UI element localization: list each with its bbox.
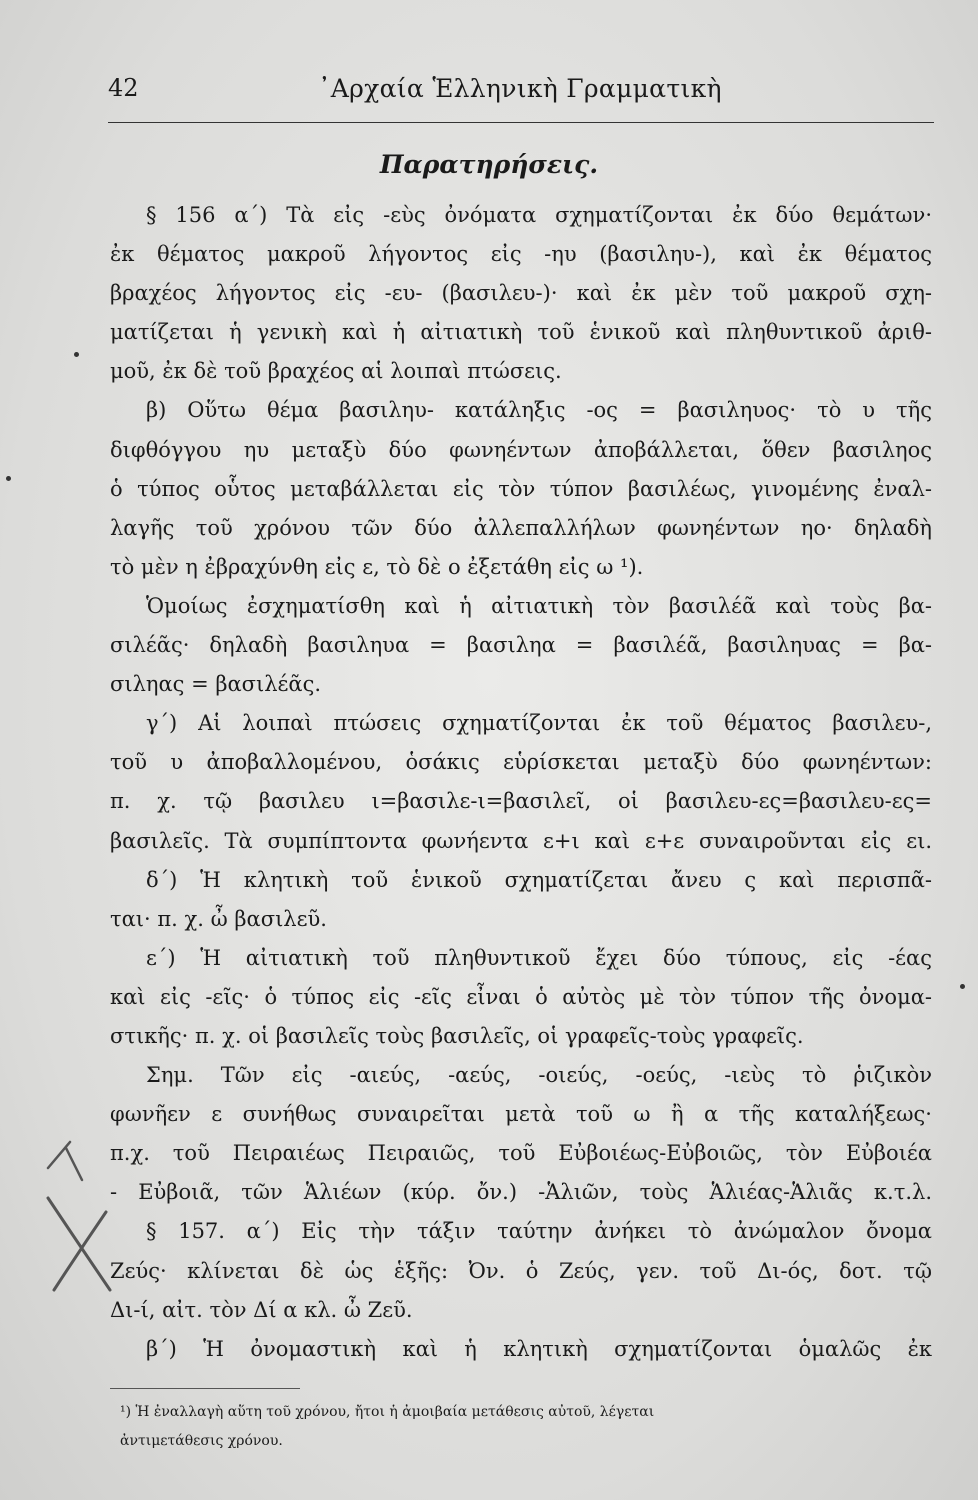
text-line: β΄) Ἡ ὀνομαστικὴ καὶ ἡ κλητικὴ σχηματίζονται ὁμαλῶς ἐκ: [146, 1336, 932, 1361]
text-line: στικῆς· π. χ. οἱ βασιλεῖς τοὺς βασιλεῖς, οἱ γραφεῖς-τοὺς γραφεῖς.: [110, 1023, 804, 1048]
text-line: ται· π. χ. ὦ βασιλεῦ.: [110, 906, 327, 931]
text-line: βραχέος λήγοντος εἰς -ευ- (βασιλευ-)· καὶ ἐκ μὲν τοῦ μακροῦ σχη-: [110, 281, 932, 306]
text-line: τοῦ υ ἀποβαλλομένου, ὁσάκις εὑρίσκεται μεταξὺ δύο φωνηέντων:: [110, 750, 932, 775]
text-line: δ΄) Ἡ κλητικὴ τοῦ ἑνικοῦ σχηματίζεται ἄνευ ς καὶ περισπᾶ-: [146, 867, 932, 892]
text-line: φωνῆεν ε συνήθως συναιρεῖται μετὰ τοῦ ω ἢ α τῆς καταλήξεως·: [110, 1102, 932, 1127]
text-line: π.χ. τοῦ Πειραιέως Πειραιῶς, τοῦ Εὐβοιέως-Εὐβοιῶς, τὸν Εὐβοιέα: [110, 1141, 932, 1166]
text-line: ματίζεται ἡ γενικὴ καὶ ἡ αἰτιατικὴ τοῦ ἑνικοῦ καὶ πληθυντικοῦ ἀριθ-: [110, 320, 932, 345]
text-line: Ὁμοίως ἐσχηματίσθη καὶ ἡ αἰτιατικὴ τὸν βασιλέᾶ καὶ τοὺς βα-: [146, 593, 932, 618]
page-number: 42: [108, 74, 139, 102]
text-line: μοῦ, ἐκ δὲ τοῦ βραχέος αἱ λοιπαὶ πτώσεις.: [110, 359, 562, 384]
footnote-line: ¹) Ἡ ἐναλλαγὴ αὕτη τοῦ χρόνου, ἤτοι ἡ ἀμοιβαία μετάθεσις αὐτοῦ, λέγεται: [120, 1404, 655, 1420]
text-line: π. χ. τῷ βασιλευ ι=βασιλε-ι=βασιλεῖ, οἱ βασιλευ-ες=βασιλευ-ες=: [110, 789, 932, 814]
text-line: Δι-ί, αἰτ. τὸν Δί α κλ. ὦ Ζεῦ.: [110, 1297, 413, 1322]
margin-dot: [6, 476, 11, 481]
text-line: β) Οὕτω θέμα βασιληυ- κατάληξις -ος = βασιληυος· τὸ υ τῆς: [146, 398, 932, 423]
text-line: ὁ τύπος οὗτος μεταβάλλεται εἰς τὸν τύπον βασιλέως, γινομένης ἐναλ-: [110, 476, 932, 501]
text-line: σιληας = βασιλέᾶς.: [110, 672, 322, 697]
margin-dot: [960, 984, 965, 989]
text-line: διφθόγγου ηυ μεταξὺ δύο φωνηέντων ἀποβάλλεται, ὅθεν βασιληος: [110, 437, 932, 462]
text-line: λαγῆς τοῦ χρόνου τῶν δύο ἀλλεπαλλήλων φωνηέντων ηο· δηλαδὴ: [110, 515, 932, 540]
footnote: [120, 1398, 932, 1456]
text-line: ἐκ θέματος μακροῦ λήγοντος εἰς -ηυ (βασιληυ-), καὶ ἐκ θέματος: [110, 242, 932, 267]
running-title: ᾿Αρχαία Ἑλληνικὴ Γραμματικὴ: [318, 74, 722, 103]
text-line: Ζεύς· κλίνεται δὲ ὡς ἑξῆς: Ὀν. ὁ Ζεύς, γεν. τοῦ Δι-ός, δοτ. τῷ: [110, 1258, 932, 1283]
header-rule: [108, 122, 934, 123]
text-line: § 157. α΄) Εἰς τὴν τάξιν ταύτην ἀνήκει τὸ ἀνώμαλον ὄνομα: [146, 1219, 932, 1244]
text-line: σιλέᾶς· δηλαδὴ βασιληυα = βασιληα = βασιλέᾶ, βασιληυας = βα-: [110, 633, 932, 658]
page-header: [108, 70, 934, 110]
text-line: ε΄) Ἡ αἰτιατικὴ τοῦ πληθυντικοῦ ἔχει δύο τύπους, εἰς -έας: [146, 945, 932, 970]
section-heading: Παρατηρήσεις.: [379, 150, 599, 179]
margin-dot: [74, 352, 79, 357]
text-line: γ΄) Αἱ λοιπαὶ πτώσεις σχηματίζονται ἐκ τοῦ θέματος βασιλευ-,: [146, 711, 932, 736]
text-line: § 156 α΄) Τὰ εἰς -εὺς ὀνόματα σχηματίζονται ἐκ δύο θεμάτων·: [146, 203, 932, 227]
text-line: βασιλεῖς. Τὰ συμπίπτοντα φωνήεντα ε+ι καὶ ε+ε συναιροῦνται εἰς ει.: [110, 828, 932, 853]
footnote-line: ἀντιμετάθεσις χρόνου.: [120, 1433, 283, 1449]
text-line: - Εὐβοιᾶ, τῶν Ἁλιέων (κύρ. ὄν.) -Ἁλιῶν, τοὺς Ἁλιέας-Ἁλιᾶς κ.τ.λ.: [110, 1180, 932, 1205]
body-text: [110, 196, 932, 1369]
text-line: τὸ μὲν η ἐβραχύνθη εἰς ε, τὸ δὲ ο ἐξετάθη εἰς ω ¹).: [110, 554, 644, 579]
footnote-rule: [110, 1388, 300, 1389]
text-line: Σημ. Τῶν εἰς -αιεύς, -αεύς, -οιεύς, -οεύς, -ιεὺς τὸ ῥιζικὸν: [146, 1063, 932, 1088]
text-line: καὶ εἰς -εῖς· ὁ τύπος εἰς -εῖς εἶναι ὁ αὐτὸς μὲ τὸν τύπον τῆς ὀνομα-: [110, 984, 932, 1009]
pencil-cross-mark: [40, 1140, 120, 1300]
